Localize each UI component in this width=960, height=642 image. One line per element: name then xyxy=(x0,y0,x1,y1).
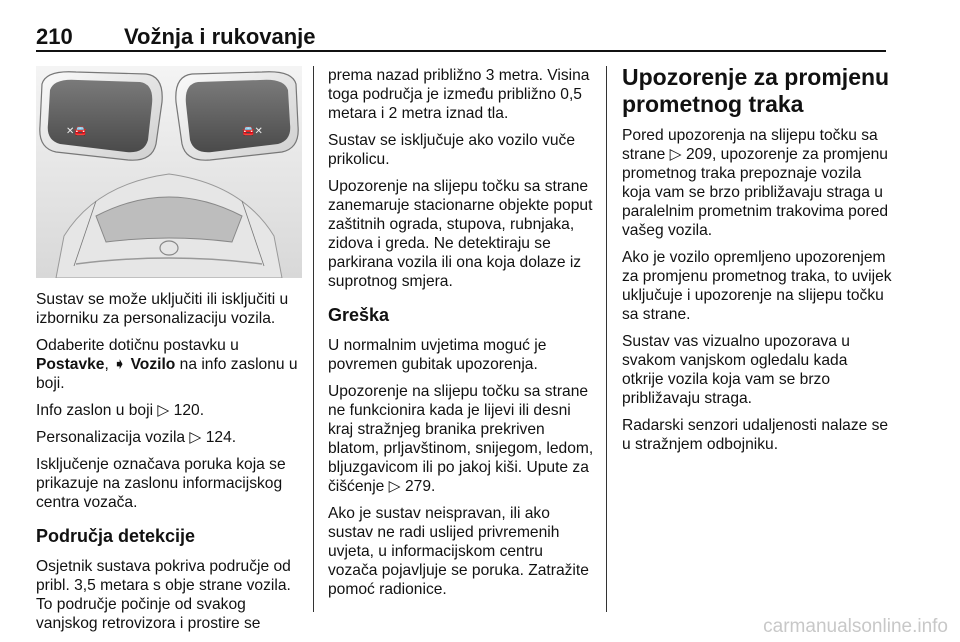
column-divider xyxy=(606,66,607,612)
header-rule xyxy=(36,50,886,52)
mirror-illustration-svg xyxy=(36,66,302,278)
page-number: 210 xyxy=(36,24,73,49)
svg-text:🚘✕: 🚘✕ xyxy=(242,126,263,137)
paragraph: U normalnim uvjetima moguć je povremen gubitak upozorenja. xyxy=(328,337,547,373)
left-mirror xyxy=(40,72,162,160)
watermark: carmanualsonline.info xyxy=(763,616,948,637)
paragraph: Upozorenje na slijepu točku sa strane ne funkcionira kada je lijevi ili desni kraj stražnjeg branika prekriven blatom, prljavštinom, snijegom, ledom, bljuzgavicom ili po jakoj kiši. Upute za čišćenje ▷ 279. xyxy=(328,383,594,495)
column-right xyxy=(622,64,892,462)
paragraph: Radarski senzori udaljenosti nalaze se u stražnjem odbojniku. xyxy=(622,417,889,453)
paragraph: prema nazad približno 3 metra. Visina toga područja je između približno 0,5 metara i 2 metra iznad tla. xyxy=(328,67,590,122)
mirror-illustration xyxy=(36,66,302,278)
paragraph: Ako je sustav neispravan, ili ako sustav ne radi uslijed privremenih uvjeta, u informacijskom centru vozača pojavljuje se poruka. Zatražite pomoć radionice. xyxy=(328,505,589,598)
column-middle xyxy=(328,66,596,607)
column-left xyxy=(36,290,304,641)
paragraph: Sustav se isključuje ako vozilo vuče prikolicu. xyxy=(328,132,576,168)
paragraph: Pored upozorenja na slijepu točku sa strane ▷ 209, upozorenje za promjenu prometnog traka prepoznaje vozila koja vam se brzo približavaju straga u paralelnim prometnim trakovima pored vašeg vozila. xyxy=(622,127,889,239)
chapter-title: Vožnja i rukovanje xyxy=(124,24,316,49)
cross-reference: Personalizacija vozila ▷ 124. xyxy=(36,429,237,446)
paragraph: Sustav vas vizualno upozorava u svakom vanjskom ogledalu kada otkrije vozila koja vam se brzo približavaju straga. xyxy=(622,333,850,407)
paragraph: Isključenje označava poruka koja se prikazuje na zaslonu informacijskog centra vozača. xyxy=(36,456,286,511)
heading-fault: Greška xyxy=(328,305,390,325)
paragraph: Ako je vozilo opremljeno upozorenjem za promjenu prometnog traka, to uvijek uključuje i upozorenje na slijepu točku sa strane. xyxy=(622,249,892,323)
svg-text:✕🚘: ✕🚘 xyxy=(66,126,87,137)
heading-lane-change-alert: Upozorenje za promjenu prometnog traka xyxy=(622,64,890,117)
right-mirror xyxy=(176,72,298,160)
paragraph: Upozorenje na slijepu točku sa strane zanemaruje stacionarne objekte poput zaštitnih ograda, stupova, rubnjaka, zidova i greda. Ne detektiraju se parkirana vozila ili ona koja dolaze iz suprotnog smjera. xyxy=(328,178,593,290)
menu-settings: Postavke xyxy=(36,356,105,373)
cross-reference: Info zaslon u boji ▷ 120. xyxy=(36,402,205,419)
paragraph: Osjetnik sustava pokriva područje od pribl. 3,5 metara s obje strane vozila. To područje počinje od svakog vanjskog retrovizora i prostire se xyxy=(36,558,291,632)
paragraph-settings-path: Odaberite dotičnu postavku u Postavke, ➧ Vozilo na info zaslonu u boji. xyxy=(36,337,298,392)
paragraph: Sustav se može uključiti ili isključiti u izborniku za personalizaciju vozila. xyxy=(36,291,289,327)
page-header xyxy=(36,24,886,52)
heading-detection-areas: Područja detekcije xyxy=(36,526,196,546)
menu-vehicle: Vozilo xyxy=(130,356,176,373)
column-divider xyxy=(313,66,314,612)
